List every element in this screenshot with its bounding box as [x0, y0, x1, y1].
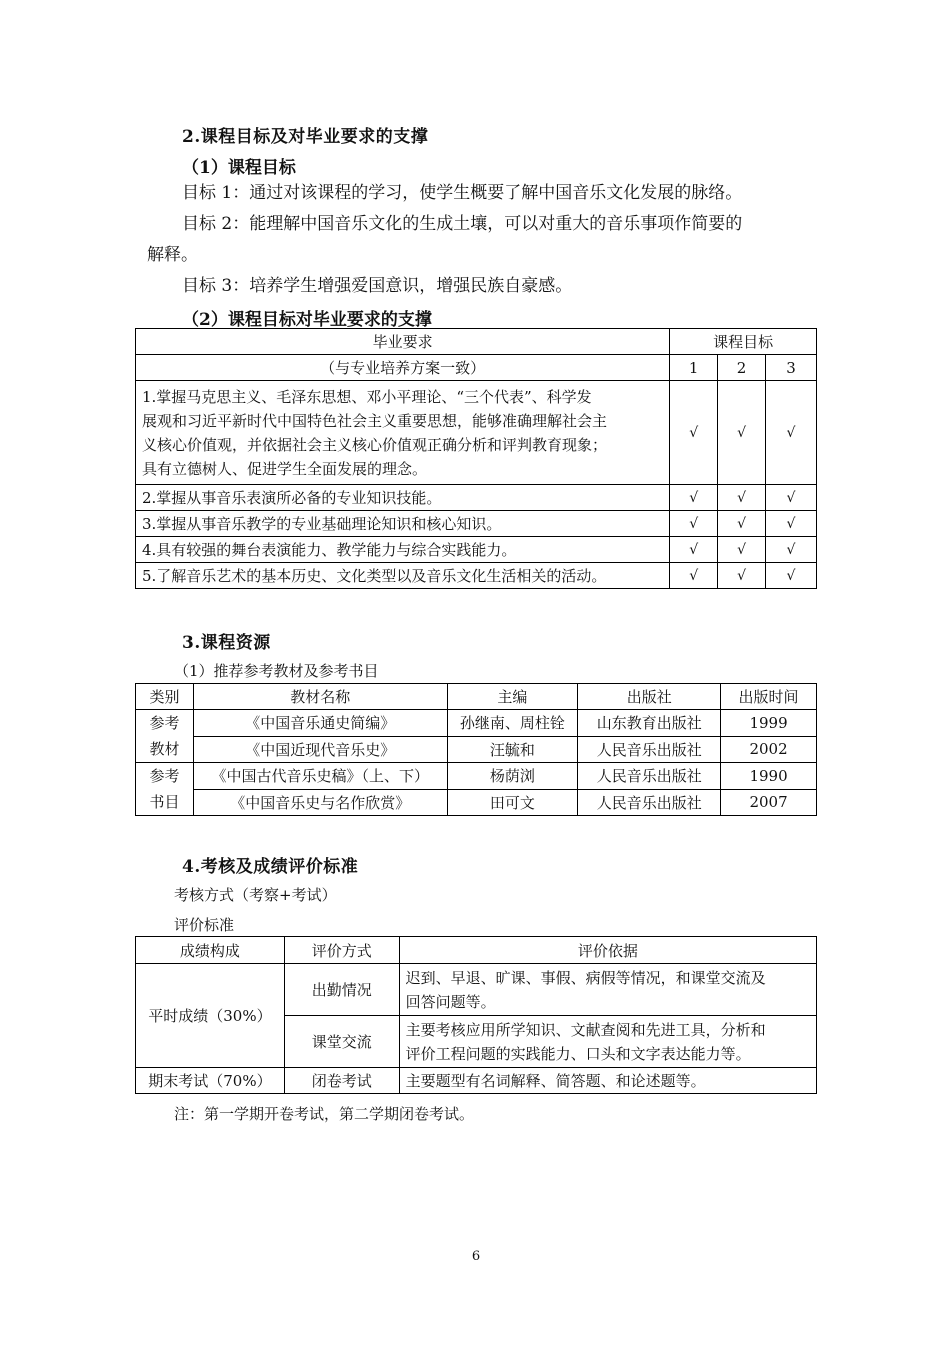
header-editor: 主编 — [447, 684, 578, 710]
attendance-basis-line: 回答问题等。 — [405, 992, 496, 1011]
note-text: 注：第一学期开卷考试，第二学期闭卷考试。 — [174, 1105, 475, 1123]
category-label: 教材 — [149, 740, 180, 758]
tick-mark: √ — [670, 511, 718, 537]
header-course-goals: 课程目标 — [670, 329, 817, 355]
book-publisher: 人民音乐出版社 — [578, 789, 721, 816]
table-row — [136, 381, 817, 485]
final-exam-cell: 期末考试（70%） — [136, 1068, 285, 1094]
header-goal-3: 3 — [766, 355, 817, 381]
section-4-title: 4.考核及成绩评价标准 — [182, 857, 359, 877]
table-row — [136, 563, 817, 589]
book-name: 《中国古代音乐史稿》（上、下） — [193, 763, 447, 790]
book-editor: 孙继南、周柱铨 — [447, 710, 578, 737]
section-3-title: 3.课程资源 — [182, 633, 271, 653]
header-publisher: 出版社 — [578, 684, 721, 710]
requirement-1-line: 义核心价值观，并依据社会主义核心价值观正确分析和评判教育现象； — [142, 435, 608, 454]
section-2-subtitle-support: （2）课程目标对毕业要求的支撑 — [182, 310, 432, 330]
header-book-name: 教材名称 — [193, 684, 447, 710]
book-name: 《中国音乐史与名作欣赏》 — [193, 789, 447, 816]
tick-mark: √ — [766, 511, 817, 537]
header-evaluation-basis: 评价依据 — [399, 937, 816, 964]
table-row — [136, 789, 817, 816]
header-year: 出版时间 — [721, 684, 817, 710]
attendance-basis-cell — [399, 964, 816, 1016]
header-score-composition: 成绩构成 — [136, 937, 285, 964]
requirement-1-line: 具有立德树人、促进学生全面发展的理念。 — [142, 459, 428, 478]
goal-2-text-line2: 解释。 — [147, 245, 198, 265]
category-label: 参考 — [149, 714, 180, 732]
goal-1-text: 目标 1：通过对该课程的学习，使学生概要了解中国音乐文化发展的脉络。 — [182, 183, 743, 203]
book-publisher: 人民音乐出版社 — [578, 736, 721, 763]
table-row — [136, 736, 817, 763]
attendance-cell: 出勤情况 — [284, 964, 399, 1016]
final-method-cell: 闭卷考试 — [284, 1068, 399, 1094]
book-editor: 汪毓和 — [447, 736, 578, 763]
requirement-4-cell: 4.具有较强的舞台表演能力、教学能力与综合实践能力。 — [136, 537, 670, 563]
category-label: 书目 — [149, 793, 180, 811]
tick-mark: √ — [718, 485, 766, 511]
assessment-table — [135, 936, 817, 1094]
tick-mark: √ — [718, 381, 766, 485]
textbook-table — [135, 683, 817, 816]
usual-score-cell: 平时成绩（30%） — [136, 964, 285, 1068]
table-row — [136, 710, 817, 737]
header-requirement-note: （与专业培养方案一致） — [136, 355, 670, 381]
book-year: 1999 — [721, 710, 817, 737]
assessment-method: 考核方式（考察+考试） — [174, 886, 337, 904]
book-year: 2002 — [721, 736, 817, 763]
goal-2-text-line1: 目标 2：能理解中国音乐文化的生成土壤，可以对重大的音乐事项作简要的 — [182, 214, 743, 234]
requirement-1-line: 展观和习近平新时代中国特色社会主义重要思想，能够准确理解社会主 — [142, 411, 608, 430]
tick-mark: √ — [670, 381, 718, 485]
table-row — [136, 485, 817, 511]
book-editor: 杨荫浏 — [447, 763, 578, 790]
category-textbook — [136, 710, 194, 763]
header-category: 类别 — [136, 684, 194, 710]
book-year: 2007 — [721, 789, 817, 816]
requirement-1-line: 1.掌握马克思主义、毛泽东思想、邓小平理论、“三个代表”、科学发 — [142, 387, 592, 406]
table-row — [136, 763, 817, 790]
support-matrix-table — [135, 328, 817, 589]
tick-mark: √ — [766, 381, 817, 485]
book-year: 1990 — [721, 763, 817, 790]
page-number: 6 — [471, 1249, 481, 1264]
classroom-cell: 课堂交流 — [284, 1016, 399, 1068]
requirement-3-cell: 3.掌握从事音乐教学的专业基础理论知识和核心知识。 — [136, 511, 670, 537]
table-row — [136, 537, 817, 563]
category-label: 参考 — [149, 767, 180, 785]
book-name: 《中国音乐通史简编》 — [193, 710, 447, 737]
tick-mark: √ — [670, 537, 718, 563]
requirement-2-cell: 2.掌握从事音乐表演所必备的专业知识技能。 — [136, 485, 670, 511]
final-basis-cell: 主要题型有名词解释、简答题、和论述题等。 — [399, 1068, 816, 1094]
category-reference — [136, 763, 194, 816]
goal-3-text: 目标 3：培养学生增强爱国意识，增强民族自豪感。 — [182, 276, 573, 296]
requirement-1-cell — [136, 381, 670, 485]
tick-mark: √ — [766, 537, 817, 563]
classroom-basis-cell — [399, 1016, 816, 1068]
tick-mark: √ — [718, 511, 766, 537]
header-goal-1: 1 — [670, 355, 718, 381]
tick-mark: √ — [670, 485, 718, 511]
header-evaluation-method: 评价方式 — [284, 937, 399, 964]
classroom-basis-line: 评价工程问题的实践能力、口头和文字表达能力等。 — [405, 1044, 751, 1063]
table-row — [136, 964, 817, 1016]
section-2-title: 2.课程目标及对毕业要求的支撑 — [182, 127, 429, 147]
classroom-basis-line: 主要考核应用所学知识、文献查阅和先进工具，分析和 — [405, 1020, 766, 1039]
tick-mark: √ — [766, 563, 817, 589]
book-publisher: 山东教育出版社 — [578, 710, 721, 737]
table-row — [136, 511, 817, 537]
evaluation-criteria-label: 评价标准 — [174, 916, 235, 934]
header-requirement: 毕业要求 — [136, 329, 670, 355]
book-publisher: 人民音乐出版社 — [578, 763, 721, 790]
header-goal-2: 2 — [718, 355, 766, 381]
table-row — [136, 1068, 817, 1094]
book-name: 《中国近现代音乐史》 — [193, 736, 447, 763]
requirement-5-cell: 5.了解音乐艺术的基本历史、文化类型以及音乐文化生活相关的活动。 — [136, 563, 670, 589]
tick-mark: √ — [766, 485, 817, 511]
section-3-subtitle: （1）推荐参考教材及参考书目 — [174, 662, 379, 680]
tick-mark: √ — [670, 563, 718, 589]
attendance-basis-line: 迟到、早退、旷课、事假、病假等情况，和课堂交流及 — [405, 968, 766, 987]
tick-mark: √ — [718, 537, 766, 563]
tick-mark: √ — [718, 563, 766, 589]
section-2-subtitle-goals: （1）课程目标 — [182, 158, 296, 178]
book-editor: 田可文 — [447, 789, 578, 816]
